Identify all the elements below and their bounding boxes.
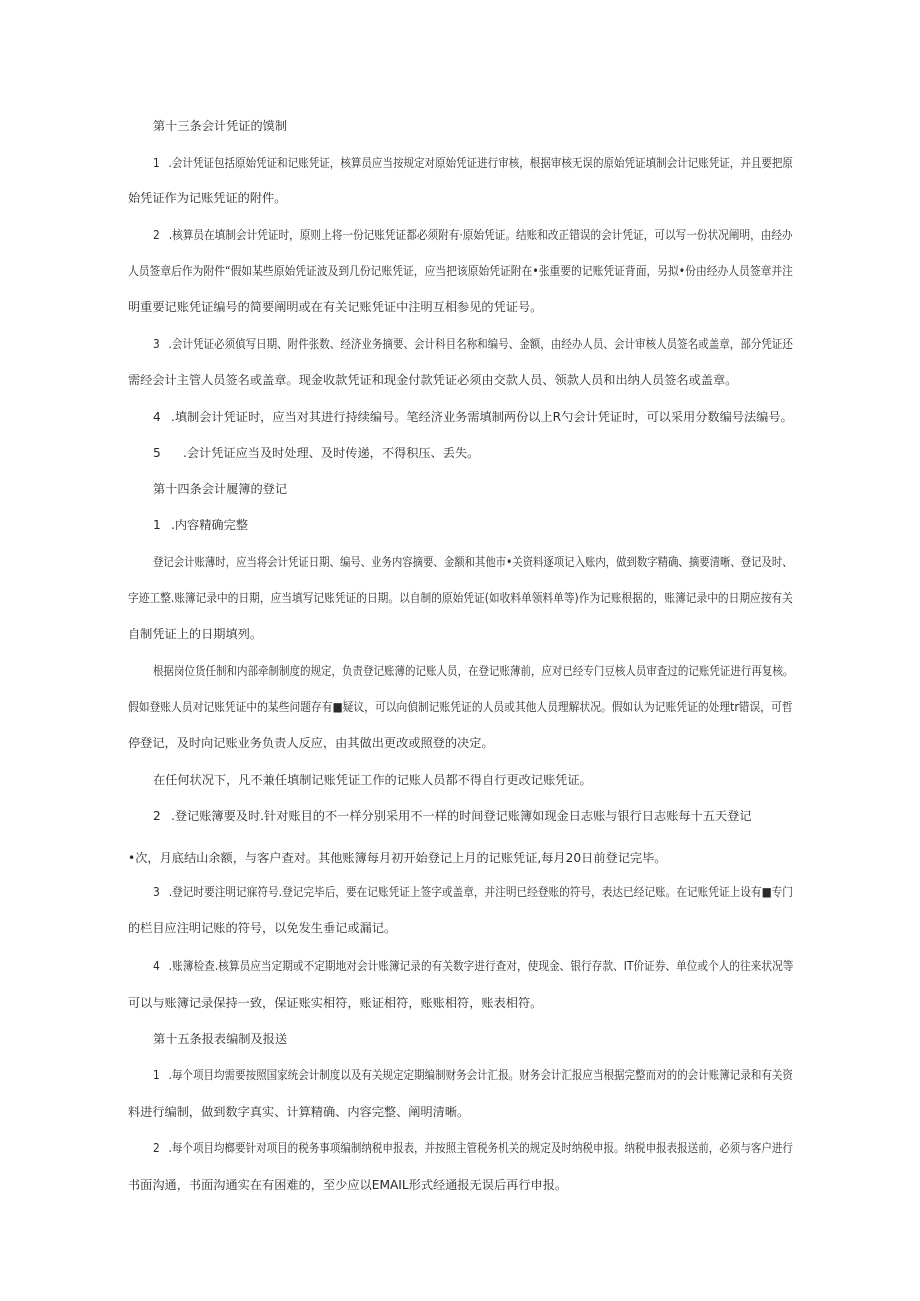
item-text: .登记时要注明记寐符号.登记完毕后，要在记账凭证上签字或盖章，并注明已经登账的符号，表达已经记账。在记账凭证上设有■专门 <box>168 885 793 899</box>
paragraph-14-1b-line-3: 停登记，及时向记账业务负责人反应，由其做出更改或照登的决定。 <box>128 736 494 750</box>
paragraph-15-1-line-2: 料进行编制，做到数字真实、计算精确、内容完整、阐明清晰。 <box>128 1105 470 1119</box>
item-text: .填制会计凭证时，应当对其进行持续编号。笔经济业务需填制两份以上R勺会计凭证时，可以采用分数编号法编号。 <box>171 410 793 424</box>
paragraph-15-2-line-2: 书面沟通，书面沟通实在有困难的，至少应以EMAIL形式经通报无误后再行申报。 <box>128 1178 568 1192</box>
item-number: 2 <box>153 809 161 823</box>
paragraph-14-2-line-2: •次，月底结山余额，与客户查对。其他账簿每月初开始登记上月的记账凭证,每月20日前登记完毕。 <box>128 851 667 865</box>
paragraph-13-3-line-1 <box>153 336 793 352</box>
item-text: .核算员在填制会计凭证时，原则上将一份记账凭证都必须附有·原始凭证。结账和改正错误的会计凭证，可以写一份状况阐明，由经办 <box>168 228 793 242</box>
item-text: .账簿检查.核算员应当定期或不定期地对会计账簿记录的有关数字进行查对，使现金、银行存款、IT价证券、单位或个人的往来状况等 <box>168 959 794 973</box>
item-number: 1 <box>153 1068 160 1082</box>
item-number: 3 <box>153 885 160 899</box>
paragraph-14-1b-line-2: 假如登账人员对记账凭证中的某些问题存有■疑议，可以向偵制记账凭证的人员或其他人员理解状况。假如认为记账凭证的处理tr错误，可哲 <box>128 700 793 714</box>
paragraph-14-3-line-2: 的栏目应注明记账的符号，以免发生垂记或漏记。 <box>128 921 397 935</box>
paragraph-13-1-line-1 <box>153 155 793 171</box>
paragraph-13-2-line-2: 人员签章后作为附件“假如某些原始凭证波及到几份记账凭证，应当把该原始凭证附在•张重要的记账凭证背面，另拟•份由经办人员签章并注 <box>128 264 793 278</box>
paragraph-14-1c-line-1: 在任何状况下，凡不兼任填制记账凭证工作的记账人员都不得自行更改记账凭证。 <box>153 773 592 787</box>
paragraph-15-1-line-1 <box>153 1067 793 1083</box>
paragraph-15-2-line-1 <box>153 1140 793 1156</box>
item-number: 4 <box>153 959 160 973</box>
item-text: .登记账簿要及时.针对账目的不一样分别采用不一样的时间登记账簿如现金日志账与银行日志账每十五天登记 <box>171 809 752 823</box>
item-text: .会计凭证包括原始凭证和记账凭证，核算员应当按规定对原始凭证进行审核，根据审核无误的原始凭证填制会计记账凭证，并且要把原 <box>168 156 793 170</box>
paragraph-13-1-line-2: 始凭证作为记账凭证的附件。 <box>128 191 287 205</box>
paragraph-14-4-line-2: 可以与账簿记录保持一致，保证账实相符，账证相符，账账相符，账表相符。 <box>128 996 543 1010</box>
item-number: 4 <box>153 410 161 424</box>
item-number: 1 <box>153 518 161 532</box>
paragraph-14-1b-line-1: 根据岗位货任制和内部牵制制度的规定，负责登记账薄的记账人员，在登记账薄前，应对已经专门豆核人员审査过的记账凭证进行再复核。 <box>153 664 794 678</box>
paragraph-14-1a-line-2: 字迹工整.账簿记录中的日期，应当填写记账凭证的日期。以自制的原始凭证(如收料单领料单等)作为记账根据的，账簿记录中的日期应按有关 <box>128 591 793 605</box>
paragraph-14-3-line-1 <box>153 884 793 900</box>
item-text: .内容精确完整 <box>171 518 248 532</box>
paragraph-14-1a-line-3: 自制凭证上的日期填列。 <box>128 627 263 641</box>
item-number: 2 <box>153 228 160 242</box>
paragraph-13-2-line-1 <box>153 227 793 243</box>
item-number: 5 <box>153 446 161 460</box>
item-text: .每个项目均榔要针对项目的税务事项编制纳税申报表，并按照主管税务机关的规定及时纳税申报。纳税申报表报送前，必须与客户进行 <box>168 1141 793 1155</box>
item-number: 3 <box>153 337 160 351</box>
article-15-heading: 第十五条报表编制及报送 <box>153 1032 288 1046</box>
item-text: .会计凭证应当及时处理、及时传递，不得积压、丢失。 <box>183 446 480 460</box>
item-text: .毎个项目均需要按照国家统会计制度以及有关规定定期编制财务会计汇报。财务会计汇报应当根据完整而对的的会计账簿记录和有关资 <box>168 1068 793 1082</box>
paragraph-13-4-line-1 <box>153 409 793 425</box>
item-number: 1 <box>153 156 160 170</box>
paragraph-13-2-line-3: 明重要记账凭证编号的简要阐明或在有关记账凭证中注明互相参见的凭证号。 <box>128 300 543 314</box>
paragraph-14-2-line-1 <box>153 808 752 824</box>
paragraph-14-1a-line-1: 登记会计账薄时，应当将会计凭证日期、编号、业务内容摘要、金额和其他市•关资料逐项记入账内，做到数字精确、摘要清晰、登记及时、 <box>153 555 793 569</box>
article-13-heading: 第十三条会计凭证的馍制 <box>153 119 288 133</box>
paragraph-14-4-line-1 <box>153 958 793 974</box>
article-14-heading: 第十四条会计履簿的登记 <box>153 482 288 496</box>
item-text: .会计凭证必须偵写日期、附件张数、经济业务摘要、会计科目名称和编号、金额，由经办人员、会计审核人员签名或盖章，部分凭证还 <box>168 337 793 351</box>
paragraph-13-3-line-2: 需经会计主管人员签名或盖章。现金收款凭证和现金付款凭证必须由交款人员、领款人员和出纳人员签名或盖章。 <box>128 373 738 387</box>
item-number: 2 <box>153 1141 160 1155</box>
paragraph-13-5-line-1 <box>153 445 479 461</box>
paragraph-14-1-heading <box>153 517 248 533</box>
